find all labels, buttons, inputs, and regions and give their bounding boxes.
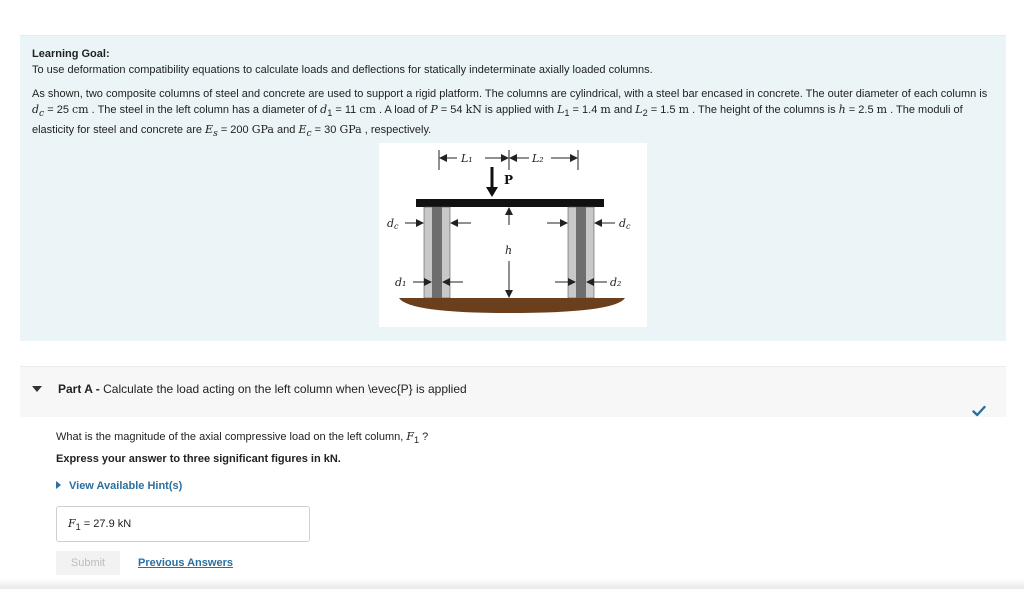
previous-answers-link[interactable]: Previous Answers bbox=[138, 557, 233, 569]
learning-goal-panel bbox=[20, 35, 1006, 341]
bottom-shadow bbox=[0, 578, 1024, 589]
right-column-steel bbox=[576, 207, 586, 298]
answer-unit: kN bbox=[117, 518, 132, 530]
answer-content: $F_1 = 27.9$ kN bbox=[68, 517, 132, 533]
ground bbox=[399, 298, 625, 313]
left-column-steel bbox=[432, 207, 442, 298]
label-dc-right: dc bbox=[619, 217, 631, 231]
column-diagram bbox=[379, 143, 647, 327]
answer-instructions: Express your answer to three significant figures in kN. bbox=[56, 453, 341, 465]
label-l2: L₂ bbox=[532, 152, 544, 165]
question-text: What is the magnitude of the axial compressive load on the left column, $F_1$ ? bbox=[56, 430, 429, 446]
caret-down-icon[interactable] bbox=[32, 386, 42, 392]
load-arrow-head bbox=[486, 187, 498, 197]
submit-button[interactable]: Submit bbox=[56, 551, 120, 575]
column-diagram-svg bbox=[379, 143, 647, 327]
label-dc-left: dc bbox=[387, 217, 399, 231]
part-a-header[interactable] bbox=[20, 366, 1006, 417]
learning-goal-title: Learning Goal: bbox=[32, 48, 110, 60]
caret-right-icon bbox=[56, 481, 61, 489]
answer-value: 27.9 bbox=[93, 518, 115, 530]
label-l1: L₁ bbox=[461, 152, 473, 165]
check-icon bbox=[972, 405, 986, 417]
label-d1: d₁ bbox=[395, 276, 407, 289]
label-p: P bbox=[504, 173, 514, 187]
label-d2: d₂ bbox=[610, 276, 622, 289]
label-h: h bbox=[505, 244, 513, 257]
part-a-title: Part A - Calculate the load acting on the left column when \evec{P} is applied bbox=[58, 382, 467, 396]
problem-description: As shown, two composite columns of steel and concrete are used to support a rigid platform. The columns are cylindrical, with a steel bar encased in concrete. The outer diameter of each column is $d_c = 25$ cm . The steel in the left column has a diameter of $d_1 = 11$ cm . A load of P = 54 kN is applied with $L_1 = 1.4$ m and $L_2 = 1.5$ m . The height of the columns is h = 2.5 m . The moduli of elasticity for steel and concrete are $E_s = 200$ GPa and $E_c = 30$ GPa , respectively. bbox=[32, 88, 988, 140]
view-hints-link[interactable] bbox=[56, 480, 182, 492]
view-hints-label: View Available Hint(s) bbox=[69, 480, 183, 492]
rigid-platform bbox=[416, 199, 604, 207]
answer-field[interactable] bbox=[56, 506, 310, 542]
learning-goal-text: To use deformation compatibility equations to calculate loads and deflections for statically indeterminate axially loaded columns. bbox=[32, 64, 653, 76]
